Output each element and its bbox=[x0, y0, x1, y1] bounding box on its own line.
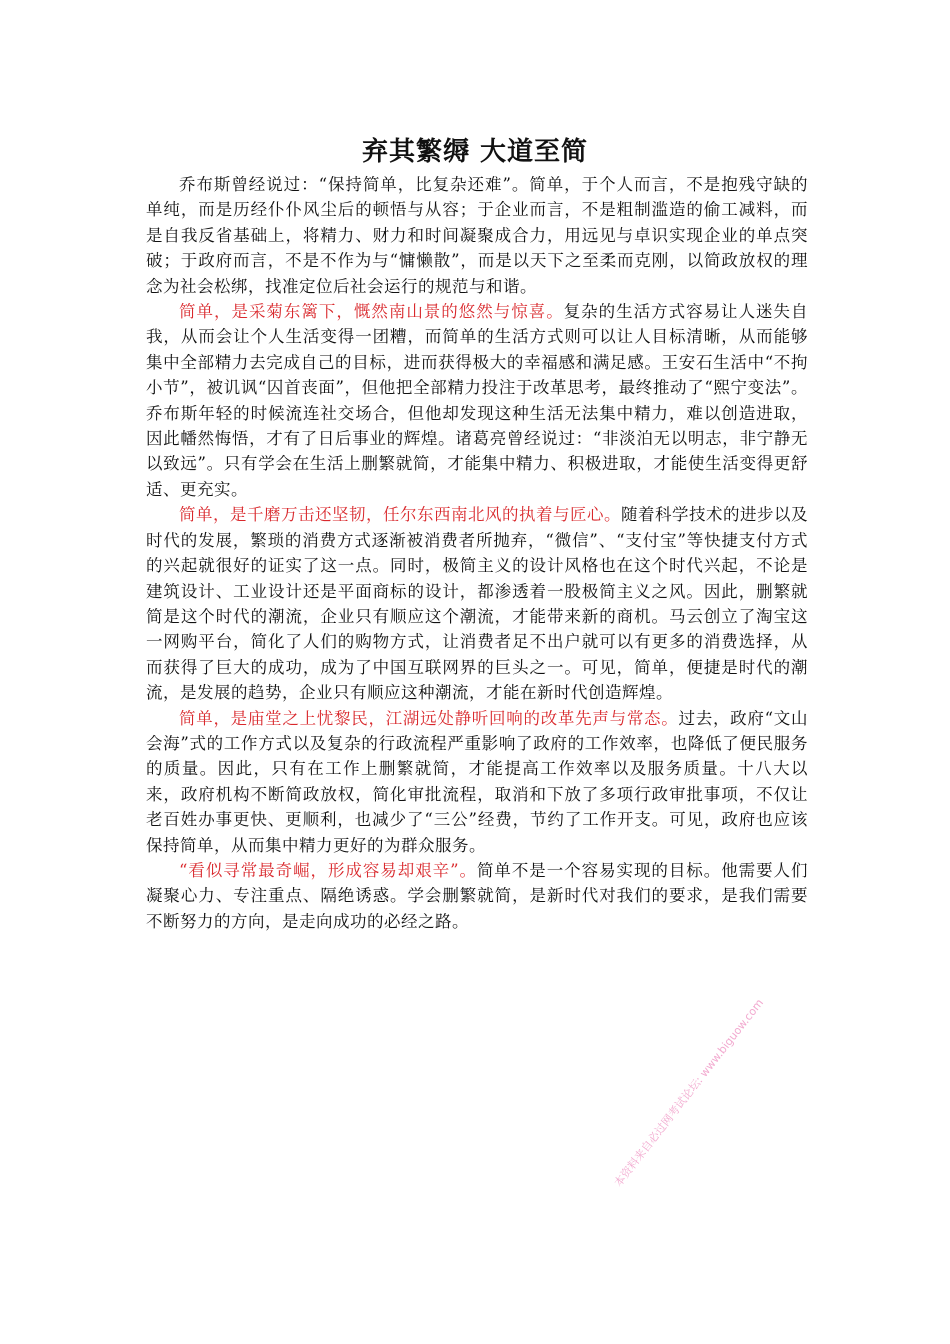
paragraph-2-lead: 简单，是采菊东篱下，慨然南山景的悠然与惊喜。 bbox=[179, 302, 564, 322]
paragraph-2 bbox=[146, 299, 808, 502]
paragraph-4-text: 过去，政府“文山会海”式的工作方式以及复杂的行政流程严重影响了政府的工作效率，也降低了便民服务的质量。因此，只有在工作上删繁就简，才能提高工作效率以及服务质量。十八大以来，政府机构不断简政放权，简化审批流程，取消和下放了多项行政审批事项，不仅让老百姓办事更快、更顺利，也减少了“三公”经费，节约了工作开支。可见，政府也应该保持简单，从而集中精力更好的为群众服务。 bbox=[146, 708, 809, 855]
paragraph-3-lead: 简单，是千磨万击还坚韧，任尔东西南北风的执着与匠心。 bbox=[179, 505, 621, 525]
paragraph-4-lead: 简单，是庙堂之上忧黎民，江湖远处静听回响的改革先声与常态。 bbox=[179, 708, 679, 728]
paragraph-4 bbox=[146, 706, 808, 858]
paragraph-3 bbox=[146, 502, 808, 705]
document-body bbox=[146, 172, 808, 934]
watermark: 本资料来自必过网考试论坛: www.biguow.com bbox=[611, 996, 767, 1190]
paragraph-1-text: 乔布斯曾经说过：“保持简单，比复杂还难”。简单，于个人而言，不是抱残守缺的单纯，而是历经仆仆风尘后的顿悟与从容；于企业而言，不是粗制滥造的偷工减料，而是自我反省基础上，将精力、财力和时间凝聚成合力，用远见与卓识实现企业的单点突破；于政府而言，不是不作为与“慵懒散”，而是以天下之至柔而克刚，以简政放权的理念为社会松绑，找准定位后社会运行的规范与和谐。 bbox=[146, 175, 808, 296]
document-title: 弃其繁缛 大道至简 bbox=[361, 137, 589, 167]
paragraph-5-lead: “看似寻常最奇崛，形成容易却艰辛”。 bbox=[179, 860, 477, 880]
paragraph-5-text: 简单不是一个容易实现的目标。他需要人们凝聚心力、专注重点、隔绝诱惑。学会删繁就简，是新时代对我们的要求，是我们需要不断努力的方向，是走向成功的必经之路。 bbox=[146, 860, 809, 931]
paragraph-2-text: 复杂的生活方式容易让人迷失自我，从而会让个人生活变得一团糟，而简单的生活方式则可以让人目标清晰，从而能够集中全部精力去完成自己的目标，进而获得极大的幸福感和满足感。王安石生活中“不拘小节”，被讥讽“囚首丧面”，但他把全部精力投注于改革思考，最终推动了“熙宁变法”。乔布斯年轻的时候流连社交场合，但他却发现这种生活无法集中精力，难以创造进取，因此幡然悔悟，才有了日后事业的辉煌。诸葛亮曾经说过：“非淡泊无以明志，非宁静无以致远”。只有学会在生活上删繁就简，才能集中精力、积极进取，才能使生活变得更舒适、更充实。 bbox=[146, 302, 809, 499]
paragraph-5 bbox=[146, 858, 808, 934]
paragraph-1 bbox=[146, 172, 808, 299]
paragraph-3-text: 随着科学技术的进步以及时代的发展，繁琐的消费方式逐渐被消费者所抛弃，“微信”、“支付宝”等快捷支付方式的兴起就很好的证实了这一点。同时，极简主义的设计风格也在这个时代兴起，不论是建筑设计、工业设计还是平面商标的设计，都渗透着一股极简主义之风。因此，删繁就简是这个时代的潮流，企业只有顺应这个潮流，才能带来新的商机。马云创立了淘宝这一网购平台，简化了人们的购物方式，让消费者足不出户就可以有更多的消费选择，从而获得了巨大的成功，成为了中国互联网界的巨头之一。可见，简单，便捷是时代的潮流，是发展的趋势，企业只有顺应这种潮流，才能在新时代创造辉煌。 bbox=[146, 505, 808, 703]
